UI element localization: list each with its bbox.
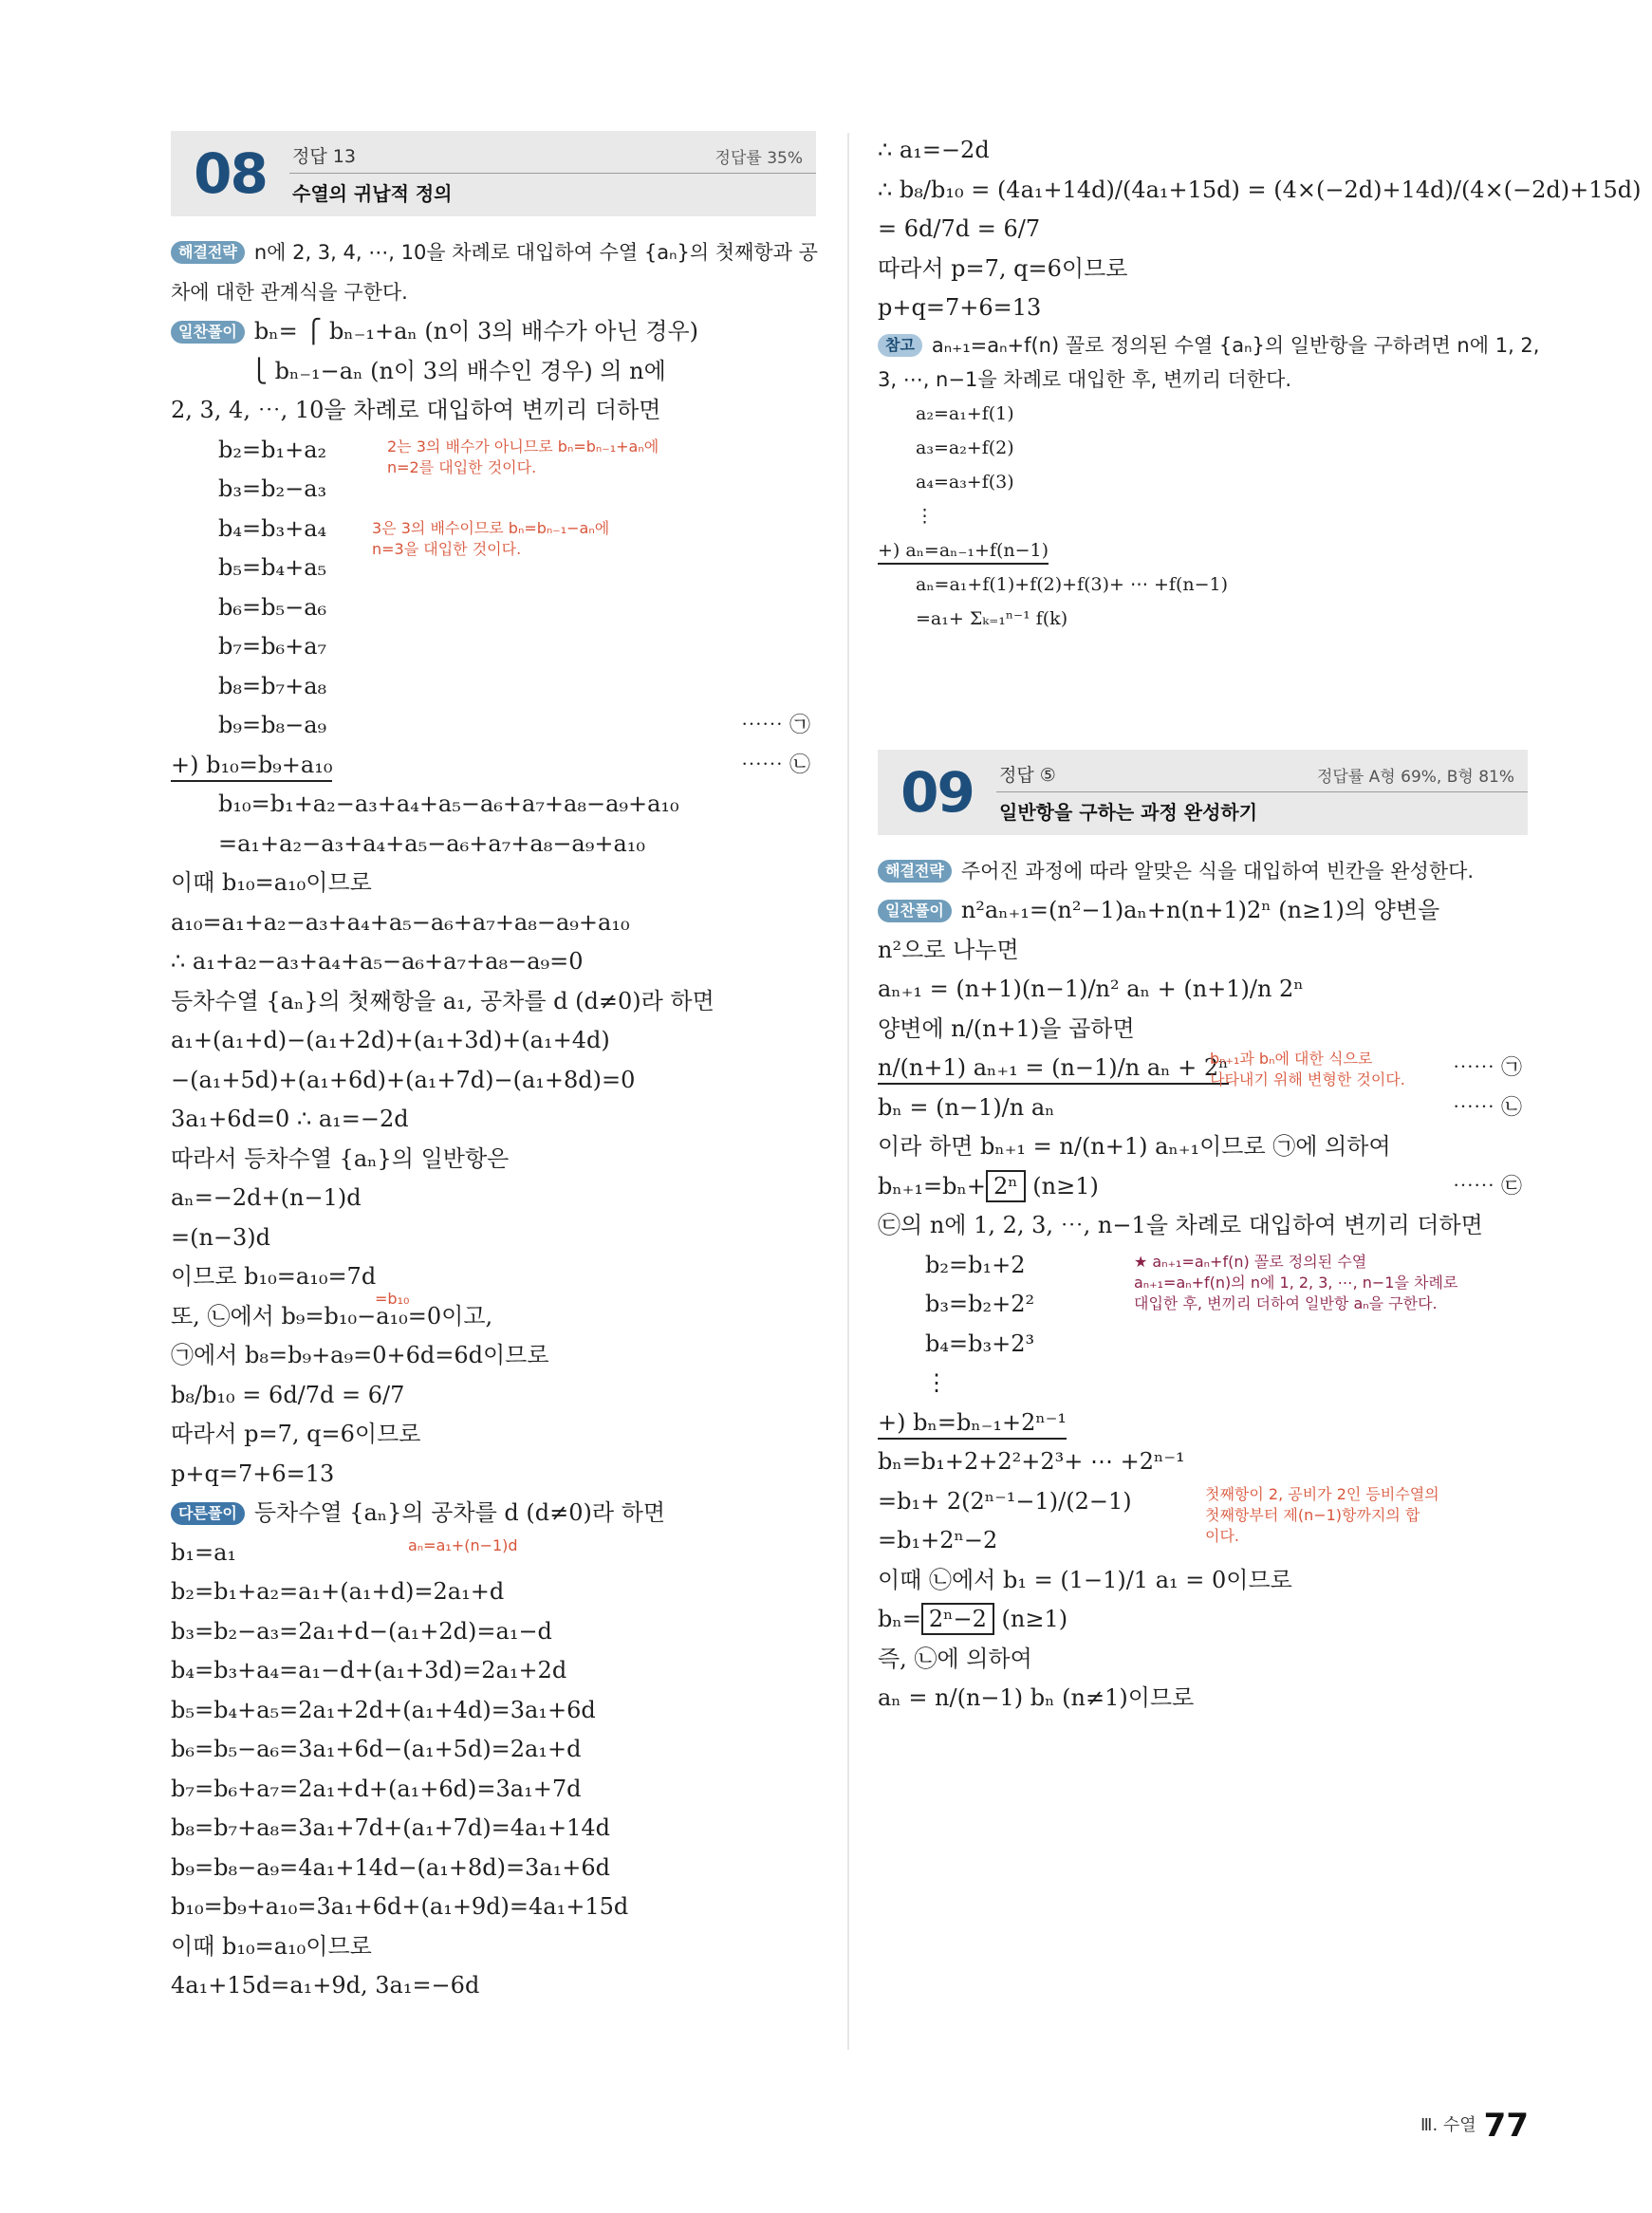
sum-eq: b₃=b₂+2² — [925, 1291, 1035, 1317]
strategy-line — [171, 233, 816, 273]
solution-badge: 일찬풀이 — [171, 321, 245, 344]
equation-b5: b₅=b₄+a₅ — [218, 554, 327, 581]
other-line: b₁=a₁ — [171, 1538, 237, 1566]
other-line: b₉=b₈−a₉=4a₁+14d−(a₁+8d)=3a₁+6d — [171, 1853, 610, 1881]
equation-b9 — [218, 706, 816, 746]
derivation-line: 이므로 b₁₀=a₁₀=7d — [171, 1263, 377, 1290]
equation-b9-text: b₉=b₈−a₉ — [218, 712, 327, 738]
circled-mark-2: ⋯⋯ ㉡ — [1453, 1095, 1522, 1120]
cont-line: ∴ a₁=−2d — [878, 137, 990, 163]
annotation-summation-note — [1134, 1252, 1457, 1314]
annotation-n3-line-1: 3은 3의 배수이므로 bₙ=bₙ₋₁−aₙ에 — [372, 518, 610, 537]
derivation-line: =(n−3)d — [171, 1223, 271, 1251]
equation-b3: b₃=b₂−a₃ — [218, 475, 327, 502]
derivation-line: a₁+(a₁+d)−(a₁+2d)+(a₁+3d)+(a₁+4d) — [171, 1027, 610, 1053]
annotation-n3 — [372, 518, 609, 560]
annotation-geometric-line-2: 첫째항부터 제(n−1)항까지의 합 — [1205, 1506, 1420, 1524]
equation-b2: b₂=b₁+a₂ — [218, 436, 327, 463]
solution-line-11 — [878, 1600, 1528, 1640]
definition-text-1: bₙ= ⎧ bₙ₋₁+aₙ (n이 3의 배수가 아닌 경우) — [253, 318, 699, 344]
other-solution-text: 등차수열 {aₙ}의 공차를 d (d≠0)라 하면 — [253, 1499, 666, 1526]
problem-09-header — [878, 750, 1528, 835]
other-solution — [171, 1494, 816, 2006]
circled-mark-1: ⋯⋯ ㉠ — [741, 714, 810, 737]
annotation-general-term: aₙ=a₁+(n−1)d — [408, 1536, 518, 1554]
cont-line: ∴ b₈/b₁₀ = (4a₁+14d)/(4a₁+15d) = (4×(−2d)+14d)/(4×(−2d)+15d) — [878, 176, 1642, 203]
problem-08-header — [171, 131, 816, 216]
derivation-line: ∴ a₁+a₂−a₃+a₄+a₅−a₆+a₇+a₈−a₉=0 — [171, 948, 584, 975]
other-solution-intro — [171, 1494, 816, 1534]
equation-block — [878, 1049, 1528, 1246]
annotation-summation-line-1: ★ aₙ₊₁=aₙ+f(n) 꼴로 정의된 수열 — [1134, 1252, 1367, 1271]
equation-b6: b₆=b₅−a₆ — [218, 593, 327, 621]
sum-line-2: =a₁+a₂−a₃+a₄+a₅−a₆+a₇+a₈−a₉+a₁₀ — [218, 829, 646, 857]
problem-number: 08 — [194, 141, 267, 206]
definition-line-1 — [171, 312, 816, 352]
equation-b8: b₈=b₇+a₈ — [218, 672, 327, 699]
bn-left: bₙ= — [878, 1606, 921, 1632]
strategy-badge: 해결전략 — [171, 241, 245, 264]
circled-mark-3: ⋯⋯ ㉢ — [1453, 1174, 1522, 1199]
other-line: b₆=b₅−a₆=3a₁+6d−(a₁+5d)=2a₁+d — [171, 1736, 582, 1762]
annotation-geometric-line-1: 첫째항이 2, 공비가 2인 등비수열의 — [1205, 1485, 1439, 1503]
reference-eq: a₂=a₁+f(1) — [916, 402, 1014, 424]
strategy-badge: 해결전략 — [878, 860, 952, 883]
page-footer — [1420, 2107, 1529, 2145]
result-line: bₙ=b₁+2+2²+2³+ ⋯ +2ⁿ⁻¹ — [878, 1448, 1185, 1475]
reference-eq-last: +) aₙ=aₙ₋₁+f(n−1) — [878, 540, 1049, 565]
derivation-line: b₈/b₁₀ = 6d/7d = 6/7 — [171, 1381, 405, 1408]
reference-text-1: aₙ₊₁=aₙ+f(n) 꼴로 정의된 수열 {aₙ}의 일반항을 구하려면 n에 1, 2, — [931, 333, 1540, 357]
strategy-text: 주어진 과정에 따라 알맞은 식을 대입하여 빈칸을 완성한다. — [960, 859, 1475, 883]
reference-eq: ⋮ — [916, 505, 934, 527]
cont-line: 따라서 p=7, q=6이므로 — [878, 254, 1128, 282]
equation-b7: b₇=b₆+a₇ — [218, 633, 327, 660]
page-number: 77 — [1483, 2107, 1529, 2145]
annotation-geometric-line-3: 이다. — [1205, 1527, 1239, 1545]
other-line: b₂=b₁+a₂=a₁+(a₁+d)=2a₁+d — [171, 1578, 505, 1605]
reference-eq: a₃=a₂+f(2) — [916, 437, 1014, 458]
accuracy-rate: 정답률 A형 69%, B형 81% — [1317, 767, 1514, 787]
equation-b4: b₄=b₃+a₄ — [218, 514, 327, 542]
header-divider — [996, 791, 1528, 792]
reference-equations — [878, 397, 1528, 636]
other-line: b₈=b₇+a₈=3a₁+7d+(a₁+7d)=4a₁+14d — [171, 1814, 610, 1841]
solution-line-4: 양변에 n/(n+1)을 곱하면 — [878, 1014, 1135, 1042]
definition-line-2: ⎩ bₙ₋₁−aₙ (n이 3의 배수인 경우) 의 n에 — [251, 357, 666, 384]
accuracy-rate: 정답률 35% — [715, 149, 803, 168]
sum-eq: ⋮ — [925, 1369, 948, 1396]
annotation-n2-line-1: 2는 3의 배수가 아니므로 bₙ=bₙ₋₁+aₙ에 — [387, 437, 659, 456]
derivation-line: 따라서 p=7, q=6이므로 — [171, 1421, 421, 1447]
reference-eq: =a₁+ Σₖ₌₁ⁿ⁻¹ f(k) — [916, 607, 1068, 629]
sum-line-1: b₁₀=b₁+a₂−a₃+a₄+a₅−a₆+a₇+a₈−a₉+a₁₀ — [218, 790, 679, 817]
reference-eq: aₙ=a₁+f(1)+f(2)+f(3)+ ⋯ +f(n−1) — [916, 573, 1229, 595]
derivation-line: 이때 b₁₀=a₁₀이므로 — [171, 869, 372, 896]
recurrence-condition: (n≥1) — [1025, 1172, 1099, 1199]
solution-line-1 — [878, 891, 1528, 931]
answer-box-2: 2ⁿ−2 — [921, 1603, 994, 1635]
solution-line-12: 즉, ㉡에 의하여 — [878, 1645, 1032, 1672]
reference-eq: a₄=a₃+f(3) — [916, 471, 1014, 493]
reference-text-2: 3, ⋯, n−1을 차례로 대입한 후, 변끼리 더한다. — [878, 367, 1292, 391]
solution-badge: 일찬풀이 — [878, 900, 952, 922]
solution-line-13: aₙ = n/(n−1) bₙ (n≠1)이므로 — [878, 1684, 1195, 1711]
other-line: b₁₀=b₉+a₁₀=3a₁+6d+(a₁+9d)=4a₁+15d — [171, 1893, 629, 1920]
derivation-line: 3a₁+6d=0 ∴ a₁=−2d — [171, 1106, 409, 1132]
substitution-intro: 2, 3, 4, ⋯, 10을 차례로 대입하여 변끼리 더하면 — [171, 397, 661, 423]
solution-line-8 — [878, 1167, 1528, 1207]
circled-mark-1: ⋯⋯ ㉠ — [1453, 1056, 1522, 1080]
solution-line-5 — [878, 1049, 1528, 1088]
bn-condition: (n≥1) — [993, 1606, 1068, 1632]
sum-eq: b₂=b₁+2 — [925, 1251, 1026, 1278]
derivation-line: ㉠에서 b₈=b₉+a₉=0+6d=6d이므로 — [171, 1342, 549, 1368]
sum-eq-last — [878, 1404, 1528, 1443]
other-line: b₄=b₃+a₄=a₁−d+(a₁+3d)=2a₁+2d — [171, 1657, 567, 1683]
other-solution-badge: 다른풀이 — [171, 1502, 245, 1525]
equation-b10 — [171, 746, 816, 786]
circled-mark-2: ⋯⋯ ㉡ — [741, 753, 810, 777]
right-column — [878, 131, 1642, 1719]
solution-line-10: 이때 ㉡에서 b₁ = (1−1)/1 a₁ = 0이므로 — [878, 1566, 1292, 1593]
other-line: b₅=b₄+a₅=2a₁+2d+(a₁+4d)=3a₁+6d — [171, 1696, 596, 1723]
reference-line-1 — [878, 328, 1540, 363]
annotation-n2-line-2: n=2를 대입한 것이다. — [387, 457, 537, 476]
other-line: b₇=b₆+a₇=2a₁+d+(a₁+6d)=3a₁+7d — [171, 1775, 582, 1802]
strategy-text-2: 차에 대한 관계식을 구한다. — [171, 280, 408, 304]
sum-eq-last-text: +) bₙ=bₙ₋₁+2ⁿ⁻¹ — [878, 1409, 1067, 1440]
derivation-line: 따라서 등차수열 {aₙ}의 일반항은 — [171, 1144, 510, 1172]
solution-text-6: bₙ = (n−1)/n aₙ — [878, 1093, 1055, 1121]
annotation-n3-line-2: n=3을 대입한 것이다. — [372, 539, 522, 558]
derivation-line: −(a₁+5d)+(a₁+6d)+(a₁+7d)−(a₁+8d)=0 — [171, 1066, 636, 1093]
cont-line: p+q=7+6=13 — [878, 294, 1042, 321]
annotation-summation-line-2: aₙ₊₁=aₙ+f(n)의 n에 1, 2, 3, ⋯, n−1을 차례로 — [1134, 1273, 1458, 1292]
other-line: 4a₁+15d=a₁+9d, 3a₁=−6d — [171, 1972, 480, 1999]
recurrence-left: bₙ₊₁=bₙ+ — [878, 1172, 986, 1199]
annotation-transform-line-1: bₙ₊₁과 bₙ에 대한 식으로 — [1210, 1050, 1373, 1068]
answer-label: 정답 13 — [292, 146, 356, 167]
header-divider — [289, 173, 816, 174]
annotation-summation-line-3: 대입한 후, 변끼리 더하여 일반항 aₙ을 구한다. — [1134, 1293, 1438, 1312]
other-line: 이때 b₁₀=a₁₀이므로 — [171, 1932, 372, 1960]
cont-line: = 6d/7d = 6/7 — [878, 215, 1041, 242]
derivation-line: 등차수열 {aₙ}의 첫째항을 a₁, 공차를 d (d≠0)라 하면 — [171, 987, 715, 1014]
equation-b10-text: +) b₁₀=b₉+a₁₀ — [171, 752, 332, 782]
problem-topic: 일반항을 구하는 과정 완성하기 — [999, 800, 1258, 824]
derivation-line: aₙ=−2d+(n−1)d — [171, 1184, 362, 1211]
result-line: =b₁+2ⁿ−2 — [878, 1527, 998, 1553]
strategy-line — [878, 852, 1528, 892]
solution-text-5: n/(n+1) aₙ₊₁ = (n−1)/n aₙ + 2ⁿ — [878, 1054, 1229, 1085]
annotation-transform-line-2: 나타내기 위해 변형한 것이다. — [1210, 1070, 1405, 1088]
result-block — [878, 1442, 1528, 1561]
left-column — [171, 131, 816, 2006]
solution-line-2: n²으로 나누면 — [878, 936, 1019, 963]
answer-label: 정답 ⑤ — [999, 764, 1056, 786]
reference-badge: 참고 — [878, 334, 922, 357]
telescoping-equations — [171, 431, 816, 746]
problem-number: 09 — [900, 759, 974, 825]
section-spacer — [878, 636, 1528, 750]
sum-eq: b₄=b₃+2³ — [925, 1330, 1035, 1357]
derivation-line: p+q=7+6=13 — [171, 1460, 335, 1487]
annotation-geometric-sum — [1205, 1484, 1439, 1547]
solution-line-9: ㉢의 n에 1, 2, 3, ⋯, n−1을 차례로 대입하여 변끼리 더하면 — [878, 1212, 1483, 1238]
column-divider — [847, 133, 849, 2050]
derivation-line: a₁₀=a₁+a₂−a₃+a₄+a₅−a₆+a₇+a₈−a₉+a₁₀ — [171, 908, 630, 936]
sum-equations — [878, 1246, 1528, 1404]
solution-line-7: 이라 하면 bₙ₊₁ = n/(n+1) aₙ₊₁이므로 ㉠에 의하여 — [878, 1133, 1391, 1160]
solution-line-6 — [878, 1088, 1528, 1128]
solution-text-1: n²aₙ₊₁=(n²−1)aₙ+n(n+1)2ⁿ (n≥1)의 양변을 — [960, 897, 1440, 923]
solution-line-3: aₙ₊₁ = (n+1)(n−1)/n² aₙ + (n+1)/n 2ⁿ — [878, 976, 1304, 1002]
derivation — [171, 864, 816, 1494]
result-line: =b₁+ 2(2ⁿ⁻¹−1)/(2−1) — [878, 1487, 1132, 1515]
chapter-label: Ⅲ. 수열 — [1420, 2115, 1476, 2135]
strategy-text: n에 2, 3, 4, ⋯, 10을 차례로 대입하여 수열 {aₙ}의 첫째항과 공 — [253, 241, 818, 264]
problem-topic: 수열의 귀납적 정의 — [292, 182, 453, 205]
other-line: b₃=b₂−a₃=2a₁+d−(a₁+2d)=a₁−d — [171, 1617, 552, 1645]
reference-eq — [878, 533, 1528, 567]
annotation-transform — [1210, 1049, 1405, 1090]
sum-result — [171, 785, 816, 864]
derivation-line: 또, ㉡에서 b₉=b₁₀−a₁₀=0이고, — [171, 1302, 493, 1330]
annotation-n2 — [387, 437, 659, 478]
answer-box-1: 2ⁿ — [986, 1170, 1026, 1202]
annotation-b10: =b₁₀ — [375, 1290, 410, 1308]
